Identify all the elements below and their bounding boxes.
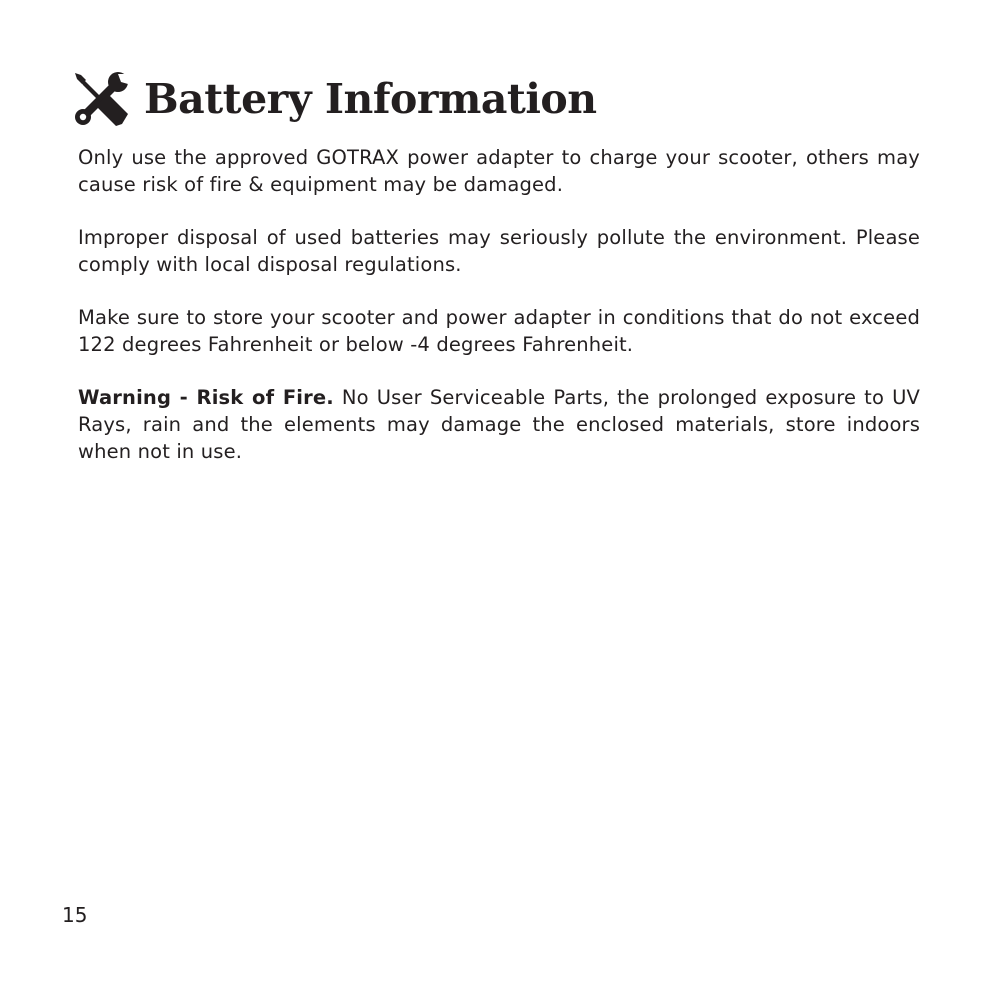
battery-info-body [78,144,920,491]
warning-text: No User Serviceable Parts, the prolonged exposure to UV Rays, rain and the elements may damage the enclosed materials, store indoors when not in use. [78,386,921,463]
wrench-screwdriver-icon [72,70,130,128]
warning-label: Warning - Risk of Fire. [78,386,334,409]
adapter-paragraph: Only use the approved GOTRAX power adapter to charge your scooter, others may cause risk of fire & equipment may be damaged. [78,146,920,196]
storage-paragraph: Make sure to store your scooter and power adapter in conditions that do not exceed 122 degrees Fahrenheit or below -4 degrees Fahrenheit. [78,306,920,356]
page-number: 15 [62,903,88,927]
warning-paragraph [78,384,920,465]
section-header [72,68,597,130]
page-title: Battery Information [144,75,597,123]
disposal-paragraph: Improper disposal of used batteries may seriously pollute the environment. Please comply with local disposal regulations. [78,226,920,276]
